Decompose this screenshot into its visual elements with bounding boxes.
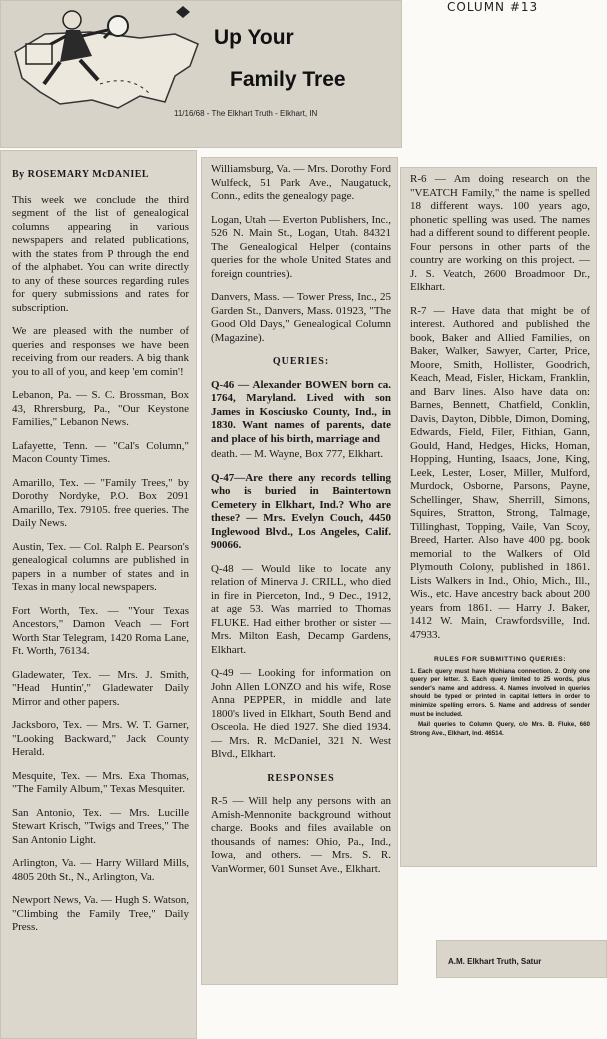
responses-heading: RESPONSES	[267, 772, 335, 784]
query-47: Q-47—Are there any records telling who is buried in Baintertown Cemetery in Elkhart, Ind.? Who are these? — Mrs. Evelyn Couch, 4450 Inglewood Blvd., Los Angeles, Calif. 90066.	[211, 471, 391, 551]
thanks-paragraph: We are pleased with the number of queries and responses we have been receiving from our readers. A big thank you to all of you, and keep 'em comin'!	[12, 325, 189, 378]
rules-mail-instructions: Mail queries to Column Query, c/o Mrs. B. Fluke, 660 Strong Ave., Elkhart, Ind. 46514.	[410, 721, 590, 737]
response-6: R-6 — Am doing research on the "VEATCH Family," the name is spelled 18 different ways. 100 years ago, phonetic spelling was used. The names had a different sound to different people. Four persons in other parts of the country are working on this project. — J. S. Veatch, 2600 Broadmoor Dr., Elkhart.	[410, 173, 590, 293]
source-newport-news: Newport News, Va. — Hugh S. Watson, "Climbing the Family Tree," Daily Press.	[12, 894, 189, 933]
column-3-clipping	[400, 167, 597, 867]
response-5: R-5 — Will help any persons with an Amish-Mennonite background without charge. Books and files available on thousands of names: Ohio, Pa., Ind., Iowa, and others. — Mrs. S. R. VanWormer, 601 Sunset Ave., Elkhart.	[211, 795, 391, 875]
banner-title-line-1: Up Your	[214, 26, 294, 49]
column-banner	[0, 0, 402, 148]
source-arlington: Arlington, Va. — Harry Willard Mills, 4805 20th St., N., Arlington, Va.	[12, 857, 189, 883]
intro-paragraph: This week we conclude the third segment of the list of genealogical columns appearing in various newspapers and related publications, with the states from P through the end of the alphabet. You can write directly to any of these sources regarding rules for query submissions and rates for subscription.	[12, 193, 189, 314]
source-lebanon: Lebanon, Pa. — S. C. Brossman, Box 43, Rhrersburg, Pa., "Our Keystone Families," Lebanon News.	[12, 389, 189, 428]
credit-text: A.M. Elkhart Truth, Satur	[448, 957, 542, 966]
source-lafayette: Lafayette, Tenn. — "Cal's Column," Macon County Times.	[12, 439, 189, 465]
rules-box	[410, 656, 590, 738]
source-williamsburg: Williamsburg, Va. — Mrs. Dorothy Ford Wulfeck, 51 Park Ave., Naugatuck, Conn., edits the genealogy page.	[211, 163, 391, 202]
handwritten-column-note: COLUMN #13	[447, 0, 539, 14]
queries-heading: QUERIES:	[272, 356, 330, 367]
dateline: 11/16/68 - The Elkhart Truth - Elkhart, IN	[174, 109, 318, 118]
byline: By ROSEMARY McDANIEL	[12, 169, 150, 180]
source-austin: Austin, Tex. — Col. Ralph E. Pearson's genealogical columns are published in papers in a number of states and in Texas in many local newspapers.	[12, 540, 189, 593]
banner-title-line-2: Family Tree	[230, 68, 346, 91]
query-46-signature: death. — M. Wayne, Box 777, Elkhart.	[211, 448, 384, 460]
column-2-clipping	[201, 157, 398, 985]
rules-title: RULES FOR SUBMITTING QUERIES:	[433, 656, 567, 663]
source-fort-worth: Fort Worth, Tex. — "Your Texas Ancestors," Damon Veach — Fort Worth Star Telegram, 1420 Roma Lane, Ft. Worth, 76134.	[12, 604, 189, 657]
source-jacksboro: Jacksboro, Tex. — Mrs. W. T. Garner, "Looking Backward," Jack County Herald.	[12, 719, 189, 758]
credit-strip	[436, 940, 607, 978]
response-7: R-7 — Have data that might be of interest. Authored and published the book, Baker and Allied Families, on Baker, Walker, Sawyer, Carter, Price, Moore, Smith, Hollister, Goodrich, Keach, Mead, Fisler, Hickam, Franklin, and Barv lines. Also have data on: Barnes, Bennett, Chatfield, Conklin, Davis, Dayton, Dibble, Dimon, Doming, Edwards, Field, Filer, Fithian, Gann, Gould, Hand, Hedges, Hicks, Homan, Hopping, Hunting, Isaacs, Jone, King, Leek, Lester, Loser, Miller, Mulford, Murdock, Osborne, Parsons, Payne, Schellinger, Shaw, Sherrill, Simons, Squires, Stratton, Strong, Talmage, Tillinghast, Topping, Vaile, Van Scoy, Breed, Harter. Also have 400 pg. book memorial to the Walkers of Old Plymouth Colony, published in 1861. Lists Walkers in Ind., Ohio, Mich., Ill., Wis., etc. Have ancestry back about 200 years from 1861. — Harry J. Baker, 1412 W. Main, Crawfordsville, Ind. 47933.	[410, 304, 590, 641]
source-amarillo: Amarillo, Tex. — "Family Trees," by Dorothy Nordyke, P.O. Box 2091 Amarillo, Tex. 79105. free queries. The Daily News.	[12, 476, 189, 529]
column-1-clipping	[0, 150, 197, 1039]
source-gladewater: Gladewater, Tex. — Mrs. J. Smith, "Head Huntin'," Gladewater Daily Mirror and other papers.	[12, 668, 189, 708]
source-danvers: Danvers, Mass. — Tower Press, Inc., 25 Garden St., Danvers, Mass. 01923, "The Good Old Days," Genealogical Column (Magazine).	[211, 291, 391, 344]
source-mesquite: Mesquite, Tex. — Mrs. Exa Thomas, "The Family Album," Texas Mesquiter.	[12, 769, 189, 795]
query-48: Q-48 — Would like to locate any relation of Minerva J. CRILL, who died in fire in Pierceton, Ind., 9 Dec., 1912, at age 53. Was married to Thomas FLUKE. Had either brother or sister — Mrs. Milton Eash, Decamp Gardens, Elkhart.	[211, 562, 391, 656]
source-logan: Logan, Utah — Everton Publishers, Inc., 526 N. Main St., Logan, Utah. 84321 The Genealogical Helper (contains queries for the whole United States and foreign countries).	[211, 213, 391, 280]
rules-text: 1. Each query must have Michiana connection. 2. Only one query per letter. 3. Each query limited to 25 words, plus sender's name and address. 4. Names involved in queries should be typed or printed in capital letters in order to minimize spelling errors. 5. Name and address of sender must be included.	[410, 667, 590, 718]
query-46: Q-46 — Alexander BOWEN born ca. 1764, Maryland. Lived with son James in Kosciusko County, Ind., in 1830. Want names of parents, date and place of his birth, marriage and	[211, 378, 391, 445]
source-san-antonio: San Antonio, Tex. — Mrs. Lucille Stewart Krisch, "Twigs and Trees," The San Antonio Light.	[12, 806, 189, 846]
query-49: Q-49 — Looking for information on John Allen LONZO and his wife, Rose Anna PEPPER, in middle and late 1800's lived in Elkhart, South Bend and Osceola. He died 1927. She died 1934. — Mrs. R. McDaniel, 321 N. West Blvd., Elkhart.	[211, 667, 391, 760]
